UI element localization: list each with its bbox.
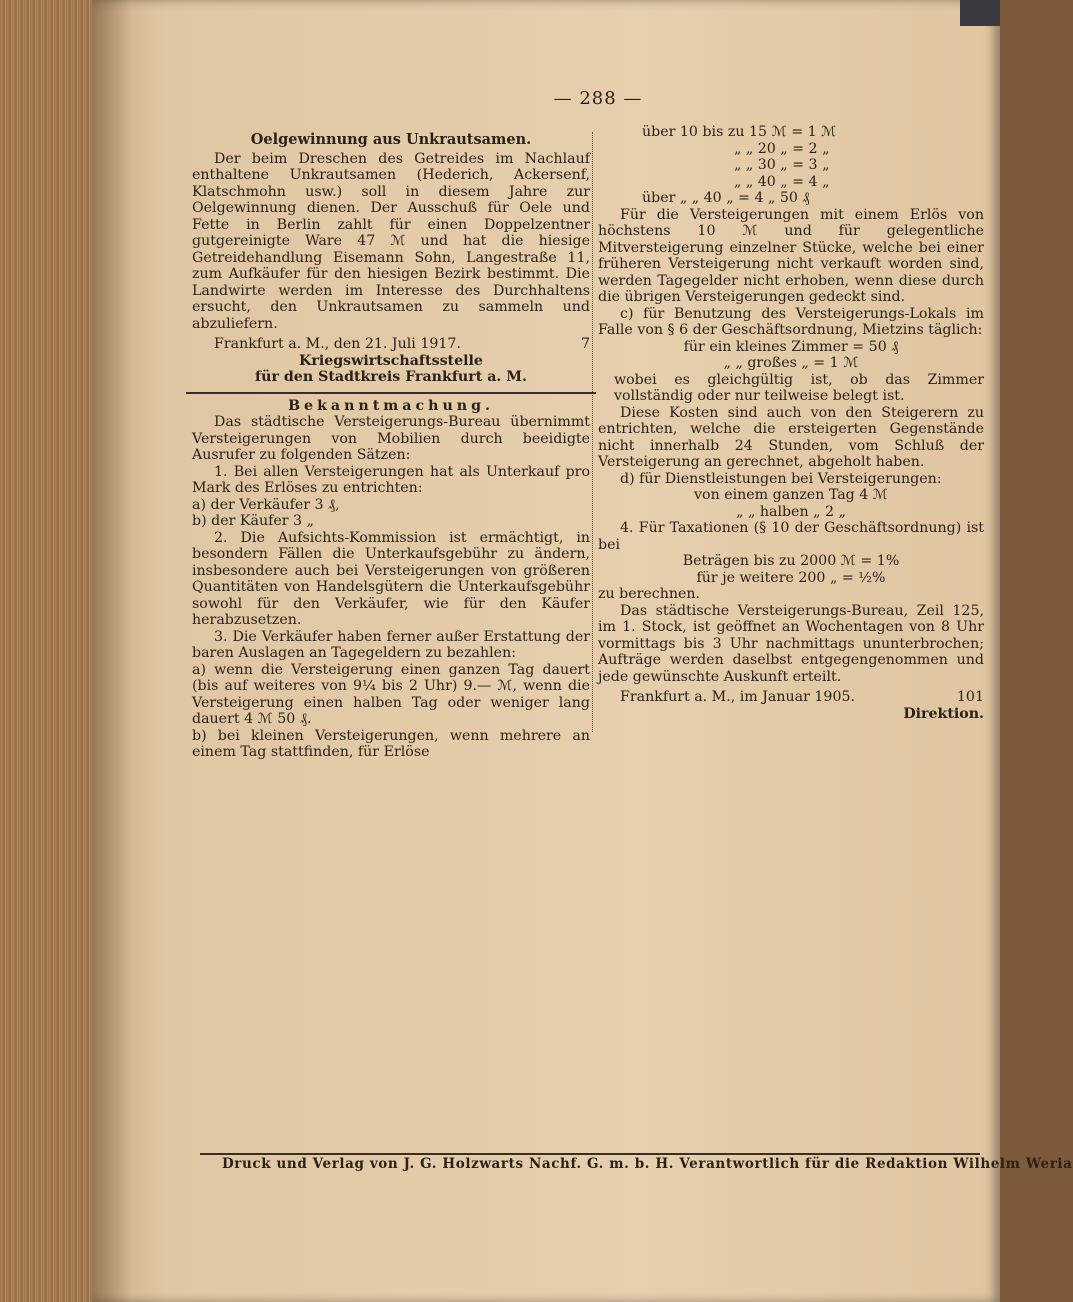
notice-item-3: 3. Die Verkäufer haben ferner außer Erstattung der baren Auslagen an Tagegeldern zu bezahlen: [192,628,590,661]
signature-line-2: für den Stadtkreis Frankfurt a. M. [255,369,527,385]
room-note: wobei es gleichgültig ist, ob das Zimmer vollständig oder nur teilweise belegt ist. [614,371,984,404]
room-fee-large: „ „ großes „ = 1 ℳ [723,355,859,371]
article-body: Der beim Dreschen des Getreides im Nachlauf enthaltene Unkrautsamen (Hederich, Ackersenf, Klatschmohn usw.) soll in diesem Jahre zur Oelgewinnung dienen. Der Ausschuß für Oele und Fette in Berlin zahlt für einen Doppelzentner gutgereinigte Ware 47 ℳ und hat die hiesige Getreidehandlung Eisemann Sohn, Langestraße 11, zum Aufkäufer für den hiesigen Bezirk bestimmt. Die Landwirte werden im Interesse des Durchhaltens ersucht, den Unkrautsamen zu sammeln und abzuliefern. [192,150,590,332]
section-rule [186,392,596,394]
signature-line-1: Kriegswirtschaftsstelle [299,352,483,369]
tax-rate-2: für je weitere 200 „ = ½% [696,569,886,586]
notice-item-1a: a) der Verkäufer 3 ₰, [192,496,340,513]
costs-paragraph: Diese Kosten sind auch von den Steigerern zu entrichten, welche die ersteigerten Gegenstände nicht innerhalb 24 Stunden, vom Schluß der Versteigerung an gerechnet, abgeholt haben. [598,404,984,470]
left-column [192,132,590,761]
tax-closing: zu berechnen. [598,586,701,602]
signature: Direktion. [903,705,984,722]
service-fee-full: von einem ganzen Tag 4 ℳ [694,487,888,503]
notice-item-1: 1. Bei allen Versteigerungen hat als Unterkauf pro Mark des Erlöses zu entrichten: [192,463,590,496]
fee-row: „ „ 20 „ = 2 „ [734,140,830,157]
room-fee-small: für ein kleines Zimmer = 50 ₰ [683,338,899,355]
footer-rule [200,1153,980,1155]
notice-item-2: 2. Die Aufsichts-Kommission ist ermächtigt, in besondern Fällen die Unterkaufsgebühr zu ändern, insbesondere auch bei Versteigerungen von größeren Quantitäten von Handelsgütern die Unterkaufsgebühr sowohl für den Verkäufer, wie für den Käufer herabzusetzen. [192,529,590,628]
fee-row: über 10 bis zu 15 ℳ = 1 ℳ [642,124,837,140]
item-4: 4. Für Taxationen (§ 10 der Geschäftsordnung) ist bei [598,520,984,553]
item-d: d) für Dienstleistungen bei Versteigerungen: [620,470,942,487]
dateline [598,689,984,706]
imprint-footer: Druck und Verlag von J. G. Holzwarts Nachf. G. m. b. H. Verantwortlich für die Redaktion Wilhelm Weria [222,1156,1073,1172]
notice-item-3b: b) bei kleinen Versteigerungen, wenn mehrere an einem Tag stattfinden, für Erlöse [192,727,590,760]
article-date: Frankfurt a. M., den 21. Juli 1917. [214,336,461,352]
spine-shadow [92,0,132,1302]
page-number: — 288 — [553,88,643,109]
item-c: c) für Benutzung des Versteigerungs-Lokals im Falle von § 6 der Geschäftsordnung, Mietzins täglich: [598,305,984,338]
fee-row: „ „ 30 „ = 3 „ [734,157,830,173]
notice-number: 101 [956,689,984,705]
right-column [598,124,984,722]
column-divider [592,132,594,732]
article-title: Oelgewinnung aus Unkrautsamen. [250,131,532,148]
notice-item-3a: a) wenn die Versteigerung einen ganzen Tag dauert (bis auf weiteres von 9¼ bis 2 Uhr) 9.— ℳ, wenn die Versteigerung einen halben Tag oder weniger lang dauert 4 ℳ 50 ₰. [192,661,590,727]
notice-title: Bekanntmachung. [288,397,494,414]
article-number: 7 [580,336,590,352]
service-fee-half: „ „ halben „ 2 „ [736,503,846,520]
fee-row: „ „ 40 „ = 4 „ [734,173,830,190]
notice-intro: Das städtische Versteigerungs-Bureau übernimmt Versteigerungen von Mobilien durch beeidigte Ausrufer zu folgenden Sätzen: [192,414,590,463]
notice-date: Frankfurt a. M., im Januar 1905. [620,689,856,705]
dateline [192,336,590,353]
tax-rate-1: Beträgen bis zu 2000 ℳ = 1% [682,553,900,569]
notice-item-1b: b) der Käufer 3 „ [192,513,314,529]
auction-paragraph: Für die Versteigerungen mit einem Erlös von höchstens 10 ℳ und für gelegentliche Mitversteigerung einzelner Stücke, welche bei einer früheren Versteigerung nicht verkauft worden sind, werden Tagegelder nicht erhoben, wenn diese durch die übrigen Versteigerungen gedeckt sind. [598,206,984,305]
background-corner [960,0,1000,26]
bureau-paragraph: Das städtische Versteigerungs-Bureau, Zeil 125, im 1. Stock, ist geöffnet an Wochentagen von 8 Uhr vormittags bis 3 Uhr nachmittags ununterbrochen; Aufträge werden daselbst entgegengenommen und jede gewünschte Auskunft erteilt. [598,602,984,685]
fee-row: über „ „ 40 „ = 4 „ 50 ₰ [642,190,810,206]
